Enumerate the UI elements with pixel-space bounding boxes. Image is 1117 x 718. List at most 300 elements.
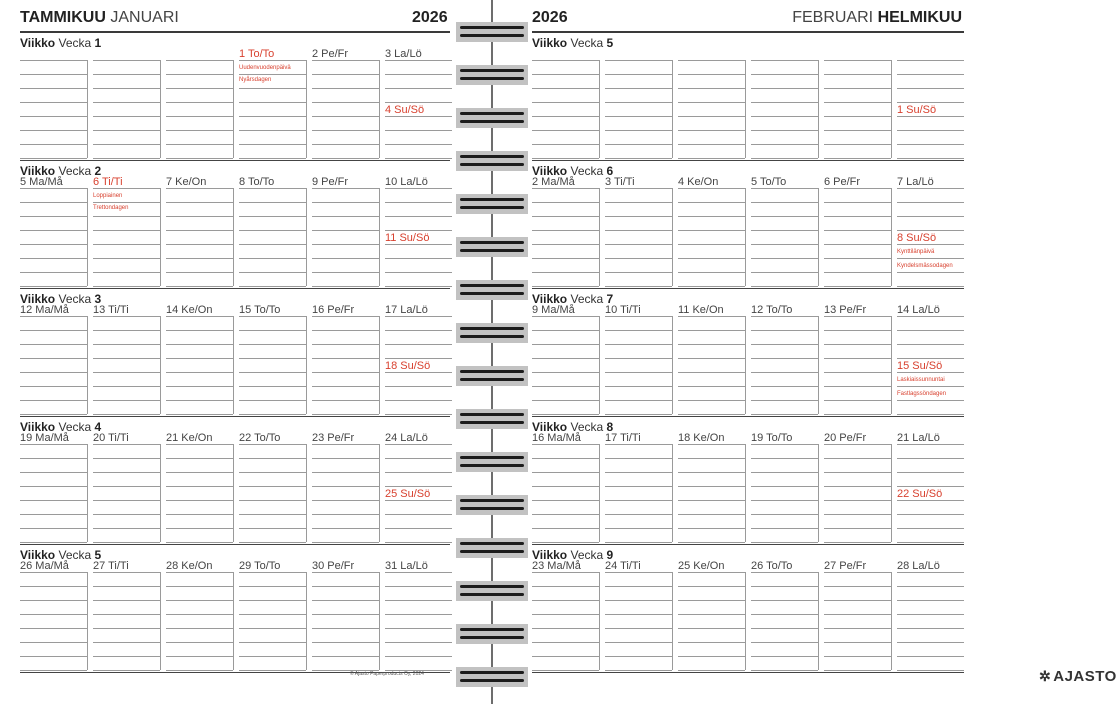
- day-cell[interactable]: [897, 432, 964, 547]
- holiday-name: Kynttilänpäivä: [897, 249, 935, 255]
- writing-line: [605, 514, 672, 515]
- writing-line: [93, 586, 160, 587]
- writing-line: [532, 414, 599, 415]
- writing-line: [312, 514, 379, 515]
- column-divider: [87, 316, 88, 414]
- day-label: 8 To/To: [239, 176, 275, 188]
- writing-line: [532, 60, 599, 61]
- day-label: 11 Ke/On: [678, 304, 724, 316]
- day-cell[interactable]: [93, 304, 160, 419]
- day-cell[interactable]: [678, 176, 745, 291]
- year-label-left: 2026: [412, 9, 448, 26]
- writing-line: [239, 88, 306, 89]
- writing-line: [93, 286, 160, 287]
- writing-line: [605, 74, 672, 75]
- writing-line: [20, 572, 87, 573]
- writing-line: [385, 386, 452, 387]
- writing-line: [678, 444, 745, 445]
- writing-line: [239, 528, 306, 529]
- writing-line: [678, 230, 745, 231]
- writing-line: [897, 400, 964, 401]
- writing-line: [239, 74, 306, 75]
- column-divider: [87, 60, 88, 158]
- writing-line: [93, 514, 160, 515]
- writing-line: [312, 216, 379, 217]
- day-cell[interactable]: [385, 304, 452, 419]
- day-cell[interactable]: [93, 48, 160, 163]
- planner-page-january: [0, 0, 480, 704]
- writing-line: [678, 188, 745, 189]
- day-label: 27 Pe/Fr: [824, 560, 867, 572]
- writing-line: [166, 600, 233, 601]
- day-cell[interactable]: [166, 560, 233, 675]
- writing-line: [678, 528, 745, 529]
- holiday-name: Trettondagen: [93, 205, 129, 211]
- writing-line: [166, 486, 233, 487]
- week-number: 1: [94, 36, 102, 50]
- writing-line: [166, 670, 233, 671]
- writing-line: [751, 572, 818, 573]
- writing-line: [20, 230, 87, 231]
- writing-line: [678, 286, 745, 287]
- writing-line: [385, 572, 452, 573]
- writing-line: [605, 414, 672, 415]
- writing-line: [93, 188, 160, 189]
- sunday-label: 8 Su/Sö: [897, 232, 937, 244]
- column-divider: [87, 444, 88, 542]
- writing-line: [824, 542, 891, 543]
- holiday-name: Laskiaissunnuntai: [897, 377, 945, 383]
- week-block: [532, 292, 964, 419]
- day-cell[interactable]: [897, 560, 964, 675]
- week-number: 3: [94, 292, 102, 306]
- writing-line: [897, 458, 964, 459]
- week-number: 2: [94, 164, 102, 178]
- writing-line: [532, 514, 599, 515]
- writing-line: [239, 542, 306, 543]
- writing-line: [751, 330, 818, 331]
- writing-line: [239, 130, 306, 131]
- writing-line: [239, 472, 306, 473]
- writing-line: [605, 130, 672, 131]
- writing-line: [385, 458, 452, 459]
- day-cell[interactable]: [20, 48, 87, 163]
- day-cell[interactable]: [20, 432, 87, 547]
- writing-line: [678, 628, 745, 629]
- writing-line: [824, 486, 891, 487]
- day-cell[interactable]: [824, 48, 891, 163]
- writing-line: [678, 472, 745, 473]
- writing-line: [312, 272, 379, 273]
- day-label: 20 Pe/Fr: [824, 432, 867, 444]
- day-cell[interactable]: [312, 304, 379, 419]
- writing-line: [166, 586, 233, 587]
- week-label-finnish: Viikko: [20, 36, 56, 50]
- day-label: 14 La/Lö: [897, 304, 940, 316]
- writing-line: [20, 158, 87, 159]
- writing-line: [385, 358, 452, 359]
- writing-line: [20, 244, 87, 245]
- column-divider: [599, 444, 600, 542]
- writing-line: [532, 116, 599, 117]
- writing-line: [20, 358, 87, 359]
- writing-line: [751, 458, 818, 459]
- column-divider: [233, 444, 234, 542]
- writing-line: [20, 472, 87, 473]
- week-label-swedish: Vecka: [55, 548, 95, 562]
- column-divider: [306, 444, 307, 542]
- year-label-right: 2026: [532, 9, 568, 26]
- day-label: 2 Pe/Fr: [312, 48, 349, 60]
- day-label: 17 Ti/Ti: [605, 432, 641, 444]
- day-label: 18 Ke/On: [678, 432, 725, 444]
- week-block: [20, 292, 450, 419]
- writing-line: [20, 202, 87, 203]
- writing-line: [166, 642, 233, 643]
- writing-line: [20, 600, 87, 601]
- writing-line: [239, 444, 306, 445]
- writing-line: [824, 372, 891, 373]
- day-label: 19 To/To: [751, 432, 793, 444]
- writing-line: [532, 244, 599, 245]
- writing-line: [751, 642, 818, 643]
- writing-line: [897, 216, 964, 217]
- writing-line: [532, 372, 599, 373]
- writing-line: [93, 216, 160, 217]
- column-divider: [745, 444, 746, 542]
- writing-line: [824, 572, 891, 573]
- sunday-label: 22 Su/Sö: [897, 488, 943, 500]
- writing-line: [824, 600, 891, 601]
- column-divider: [379, 316, 380, 414]
- day-cell[interactable]: [532, 432, 599, 547]
- writing-line: [824, 144, 891, 145]
- writing-line: [20, 414, 87, 415]
- day-cell[interactable]: [166, 304, 233, 419]
- writing-line: [678, 158, 745, 159]
- writing-line: [20, 586, 87, 587]
- day-cell[interactable]: [824, 304, 891, 419]
- writing-line: [897, 60, 964, 61]
- writing-line: [897, 130, 964, 131]
- day-cell[interactable]: [312, 432, 379, 547]
- writing-line: [20, 88, 87, 89]
- column-divider: [745, 572, 746, 670]
- writing-line: [751, 144, 818, 145]
- writing-line: [93, 230, 160, 231]
- writing-line: [751, 542, 818, 543]
- writing-line: [93, 102, 160, 103]
- writing-line: [239, 628, 306, 629]
- writing-line: [678, 144, 745, 145]
- writing-line: [20, 458, 87, 459]
- writing-line: [532, 130, 599, 131]
- writing-line: [532, 656, 599, 657]
- day-cell[interactable]: [824, 176, 891, 291]
- writing-line: [824, 656, 891, 657]
- writing-line: [532, 572, 599, 573]
- writing-line: [897, 414, 964, 415]
- day-cell[interactable]: [824, 432, 891, 547]
- column-divider: [745, 188, 746, 286]
- writing-line: [20, 372, 87, 373]
- day-cell[interactable]: [751, 560, 818, 675]
- day-label: 20 Ti/Ti: [93, 432, 129, 444]
- writing-line: [605, 230, 672, 231]
- writing-line: [824, 88, 891, 89]
- writing-line: [897, 572, 964, 573]
- day-cell[interactable]: [20, 560, 87, 675]
- writing-line: [678, 258, 745, 259]
- week-number: 8: [606, 420, 614, 434]
- day-cell[interactable]: [312, 48, 379, 163]
- writing-line: [385, 486, 452, 487]
- day-cell[interactable]: [93, 560, 160, 675]
- writing-line: [93, 472, 160, 473]
- writing-line: [385, 202, 452, 203]
- day-label: 30 Pe/Fr: [312, 560, 355, 572]
- day-cell[interactable]: [532, 176, 599, 291]
- writing-line: [239, 60, 306, 61]
- writing-line: [751, 244, 818, 245]
- writing-line: [751, 272, 818, 273]
- writing-line: [239, 514, 306, 515]
- writing-line: [532, 216, 599, 217]
- writing-line: [93, 528, 160, 529]
- day-cell[interactable]: [605, 176, 672, 291]
- day-label: 9 Ma/Må: [532, 304, 575, 316]
- writing-line: [605, 102, 672, 103]
- writing-line: [166, 500, 233, 501]
- writing-line: [532, 102, 599, 103]
- writing-line: [824, 472, 891, 473]
- writing-line: [239, 272, 306, 273]
- day-label: 7 La/Lö: [897, 176, 934, 188]
- day-cell[interactable]: [897, 176, 964, 291]
- sunday-label: 1 Su/Sö: [897, 104, 937, 116]
- writing-line: [239, 386, 306, 387]
- day-cell[interactable]: [385, 432, 452, 547]
- holiday-name: Loppiainen: [93, 193, 123, 199]
- writing-line: [532, 500, 599, 501]
- column-divider: [599, 572, 600, 670]
- writing-line: [312, 472, 379, 473]
- day-cell[interactable]: [312, 176, 379, 291]
- writing-line: [166, 386, 233, 387]
- writing-line: [678, 74, 745, 75]
- writing-line: [751, 472, 818, 473]
- week-label-finnish: Viikko: [20, 548, 56, 562]
- writing-line: [751, 372, 818, 373]
- writing-line: [678, 500, 745, 501]
- day-cell[interactable]: [385, 560, 452, 675]
- writing-line: [751, 230, 818, 231]
- day-cell[interactable]: [751, 176, 818, 291]
- day-cell[interactable]: [605, 432, 672, 547]
- writing-line: [678, 458, 745, 459]
- column-divider: [160, 60, 161, 158]
- writing-line: [824, 316, 891, 317]
- planner-page-february: [504, 0, 1117, 704]
- writing-line: [532, 344, 599, 345]
- day-cell[interactable]: [385, 48, 452, 163]
- writing-line: [20, 216, 87, 217]
- writing-line: [605, 542, 672, 543]
- writing-line: [93, 130, 160, 131]
- column-divider: [160, 316, 161, 414]
- spiral-binding: [480, 0, 504, 704]
- writing-line: [239, 458, 306, 459]
- day-cell[interactable]: [751, 304, 818, 419]
- day-cell[interactable]: [239, 48, 306, 163]
- day-label: 12 To/To: [751, 304, 793, 316]
- writing-line: [385, 400, 452, 401]
- day-cell[interactable]: [751, 432, 818, 547]
- day-cell[interactable]: [751, 48, 818, 163]
- writing-line: [239, 230, 306, 231]
- writing-line: [93, 414, 160, 415]
- writing-line: [166, 572, 233, 573]
- writing-line: [385, 586, 452, 587]
- writing-line: [166, 344, 233, 345]
- writing-line: [93, 60, 160, 61]
- writing-line: [166, 400, 233, 401]
- writing-line: [239, 500, 306, 501]
- day-cell[interactable]: [532, 48, 599, 163]
- writing-line: [166, 88, 233, 89]
- writing-line: [678, 670, 745, 671]
- column-divider: [379, 188, 380, 286]
- writing-line: [93, 88, 160, 89]
- writing-line: [824, 230, 891, 231]
- writing-line: [605, 572, 672, 573]
- writing-line: [897, 358, 964, 359]
- writing-line: [166, 188, 233, 189]
- day-cell[interactable]: [239, 560, 306, 675]
- writing-line: [897, 188, 964, 189]
- day-cell[interactable]: [239, 304, 306, 419]
- writing-line: [605, 344, 672, 345]
- writing-line: [605, 272, 672, 273]
- day-cell[interactable]: [166, 432, 233, 547]
- writing-line: [824, 272, 891, 273]
- writing-line: [239, 286, 306, 287]
- writing-line: [824, 514, 891, 515]
- writing-line: [751, 316, 818, 317]
- writing-line: [751, 486, 818, 487]
- writing-line: [824, 400, 891, 401]
- writing-line: [897, 472, 964, 473]
- week-block: [20, 164, 450, 291]
- day-cell[interactable]: [166, 176, 233, 291]
- writing-line: [824, 202, 891, 203]
- writing-line: [93, 542, 160, 543]
- writing-line: [93, 358, 160, 359]
- writing-line: [897, 656, 964, 657]
- writing-line: [605, 656, 672, 657]
- writing-line: [166, 472, 233, 473]
- writing-line: [239, 216, 306, 217]
- day-label: 12 Ma/Må: [20, 304, 69, 316]
- writing-line: [312, 400, 379, 401]
- writing-line: [605, 400, 672, 401]
- day-label: 31 La/Lö: [385, 560, 428, 572]
- day-cell[interactable]: [678, 48, 745, 163]
- writing-line: [20, 344, 87, 345]
- day-cell[interactable]: [532, 304, 599, 419]
- writing-line: [93, 158, 160, 159]
- writing-line: [751, 444, 818, 445]
- day-cell[interactable]: [897, 48, 964, 163]
- day-cell[interactable]: [93, 432, 160, 547]
- day-cell[interactable]: [678, 304, 745, 419]
- sunday-label: 18 Su/Sö: [385, 360, 431, 372]
- header-rule: [20, 31, 450, 33]
- writing-line: [605, 216, 672, 217]
- day-cell[interactable]: [239, 176, 306, 291]
- day-cell[interactable]: [385, 176, 452, 291]
- day-cell[interactable]: [93, 176, 160, 291]
- writing-line: [897, 614, 964, 615]
- writing-line: [239, 358, 306, 359]
- writing-line: [312, 600, 379, 601]
- day-cell[interactable]: [605, 304, 672, 419]
- writing-line: [166, 60, 233, 61]
- day-label: 14 Ke/On: [166, 304, 213, 316]
- column-divider: [672, 188, 673, 286]
- day-cell[interactable]: [312, 560, 379, 675]
- writing-line: [751, 116, 818, 117]
- writing-line: [751, 386, 818, 387]
- writing-line: [166, 316, 233, 317]
- day-cell[interactable]: [605, 48, 672, 163]
- day-cell[interactable]: [20, 304, 87, 419]
- writing-line: [751, 600, 818, 601]
- column-divider: [233, 60, 234, 158]
- writing-line: [532, 472, 599, 473]
- header-rule: [532, 31, 964, 33]
- writing-line: [897, 628, 964, 629]
- day-cell[interactable]: [20, 176, 87, 291]
- writing-line: [897, 444, 964, 445]
- writing-line: [678, 60, 745, 61]
- day-label: 22 To/To: [239, 432, 281, 444]
- writing-line: [239, 600, 306, 601]
- day-cell[interactable]: [605, 560, 672, 675]
- day-cell[interactable]: [532, 560, 599, 675]
- writing-line: [824, 642, 891, 643]
- writing-line: [824, 670, 891, 671]
- day-cell[interactable]: [166, 48, 233, 163]
- day-cell[interactable]: [678, 560, 745, 675]
- writing-line: [824, 386, 891, 387]
- writing-line: [897, 514, 964, 515]
- week-block: [532, 420, 964, 547]
- writing-line: [239, 642, 306, 643]
- writing-line: [751, 514, 818, 515]
- day-cell[interactable]: [239, 432, 306, 547]
- day-cell[interactable]: [678, 432, 745, 547]
- day-cell[interactable]: [897, 304, 964, 419]
- day-cell[interactable]: [824, 560, 891, 675]
- writing-line: [166, 230, 233, 231]
- writing-line: [239, 316, 306, 317]
- writing-line: [824, 614, 891, 615]
- writing-line: [93, 500, 160, 501]
- column-divider: [672, 60, 673, 158]
- writing-line: [20, 642, 87, 643]
- writing-line: [605, 586, 672, 587]
